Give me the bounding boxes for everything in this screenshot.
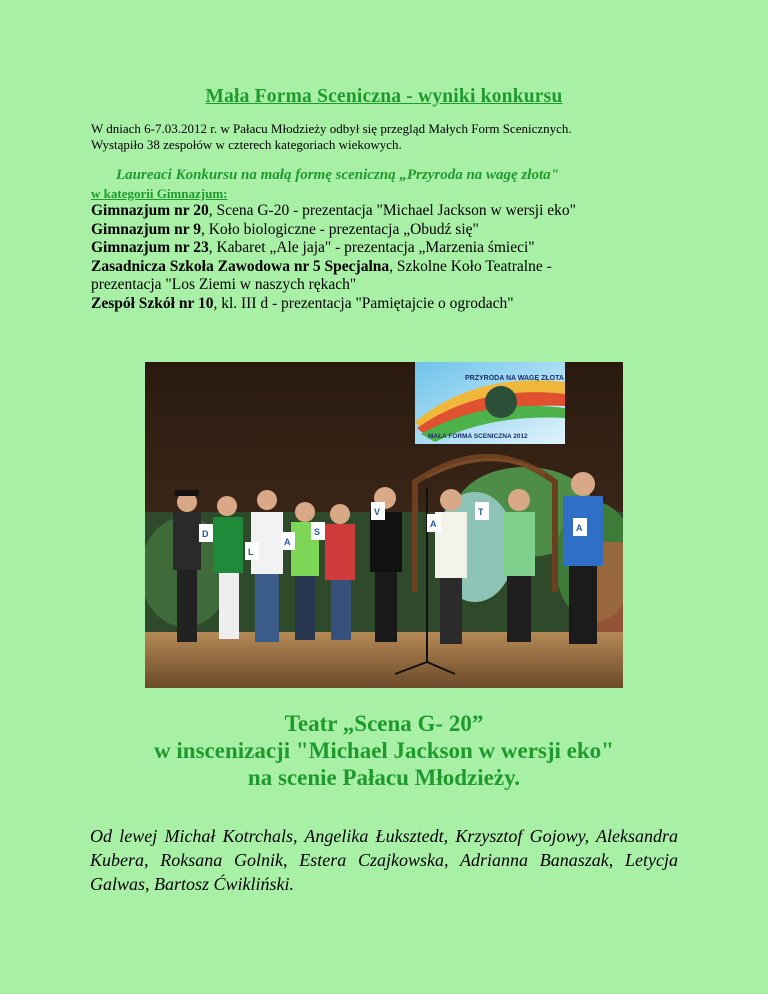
- caption-line-1: Teatr „Scena G- 20”: [284, 711, 484, 736]
- category-label: w kategorii Gimnazjum:: [91, 186, 228, 201]
- winner-row: [91, 221, 691, 240]
- winner-row: [91, 202, 691, 221]
- winner-details: , Scena G-20 - prezentacja "Michael Jackson w wersji eko": [208, 202, 576, 219]
- glove-letter: D: [202, 529, 209, 539]
- banner-top-text: PRZYRODA NA WAGĘ ZŁOTA: [465, 375, 564, 382]
- winner-details: prezentacja "Los Ziemi w naszych rękach": [91, 276, 357, 294]
- page-title: Mała Forma Sceniczna - wyniki konkursu: [205, 86, 563, 107]
- glove-letter: S: [314, 527, 321, 537]
- banner-bottom-text: MAŁA FORMA SCENICZNA 2012: [428, 433, 528, 440]
- intro-line-2: Wystąpiło 38 zespołów w czterech kategoriach wiekowych.: [91, 137, 402, 152]
- winner-name: Zasadnicza Szkoła Zawodowa nr 5 Specjalna: [91, 257, 390, 275]
- performer: [563, 472, 603, 644]
- winner-row: [91, 258, 691, 277]
- glove-letter: V: [374, 507, 381, 517]
- glove-letter: L: [248, 547, 254, 557]
- winner-details: , Szkolne Koło Teatralne -: [389, 257, 552, 275]
- laureates-heading: Laureaci Konkursu na małą formę sceniczną „Przyroda na wagę złota": [116, 167, 559, 183]
- performer: [251, 490, 283, 642]
- winner-row-continued: [91, 276, 691, 295]
- performer-names: Od lewej Michał Kotrchals, Angelika Łuksztedt, Krzysztof Gojowy, Aleksandra Kubera, Roksana Golnik, Estera Czajkowska, Adrianna Banaszak, Letycja Galwas, Bartosz Ćwikliński.: [90, 826, 678, 894]
- winner-details: , kl. III d - prezentacja "Pamiętajcie o ogrodach": [213, 294, 514, 312]
- glove-letter: A: [284, 537, 291, 547]
- caption-line-3: na scenie Pałacu Młodzieży.: [247, 765, 521, 790]
- winners-list: [91, 202, 691, 314]
- winner-name: Gimnazjum nr 9: [91, 220, 201, 238]
- caption-line-2: w inscenizacji "Michael Jackson w wersji eko": [154, 738, 614, 763]
- winner-details: , Kabaret „Ale jaja" - prezentacja „Marzenia śmieci": [208, 239, 535, 257]
- winner-row: [91, 295, 691, 314]
- contest-banner: [415, 362, 565, 444]
- glove-letter: A: [576, 523, 583, 533]
- intro-text: [91, 121, 711, 153]
- winner-row: [91, 239, 691, 258]
- photo-caption: [0, 710, 768, 791]
- stage-photo: [145, 362, 623, 688]
- intro-line-1: W dniach 6-7.03.2012 r. w Pałacu Młodzieży odbył się przegląd Małych Form Scenicznych.: [91, 121, 572, 136]
- winner-name: Gimnazjum nr 20: [91, 202, 209, 219]
- glove-letter: T: [478, 507, 484, 517]
- glove-letter: A: [430, 519, 437, 529]
- winner-name: Zespół Szkół nr 10: [91, 294, 214, 312]
- winner-name: Gimnazjum nr 23: [91, 239, 209, 257]
- winner-details: , Koło biologiczne - prezentacja „Obudź się": [200, 220, 479, 238]
- performer: [173, 490, 201, 642]
